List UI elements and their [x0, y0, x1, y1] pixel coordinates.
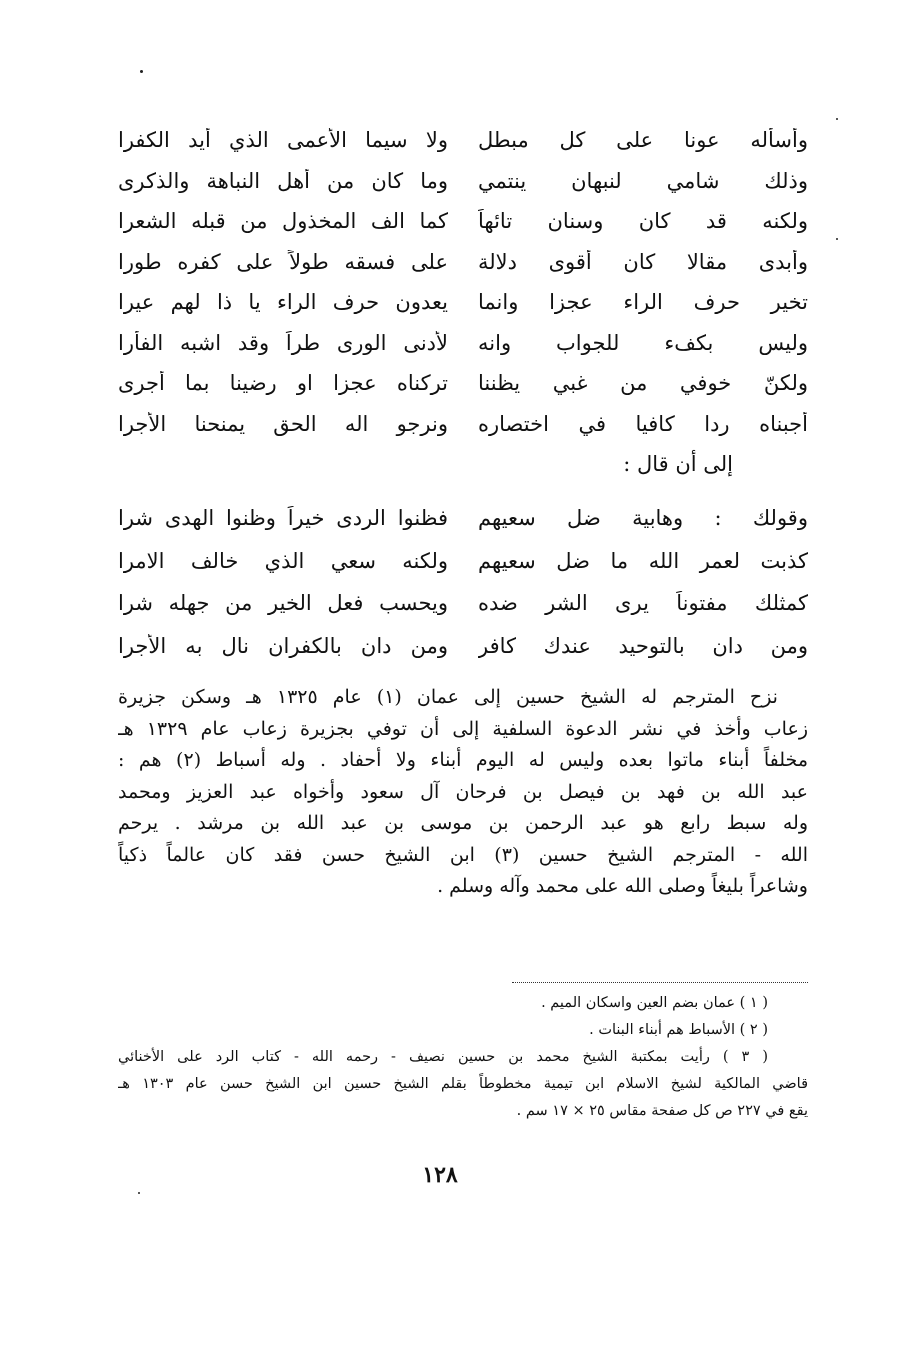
paragraph-line: وله سبط رابع هو عبد الرحمن بن موسى بن عبد الله بن مرشد . يرحم — [118, 812, 808, 834]
footnote-separator — [512, 982, 808, 983]
right-hemistich: وليس بكفء للجواب وانه — [478, 330, 808, 355]
right-hemistich: وقولك : وهابية ضل سعيهم — [478, 506, 808, 531]
poem-verse — [118, 582, 808, 625]
paragraph-line: زعاب وأخذ في نشر الدعوة السلفية إلى أن توفي بجزيرة زعاب عام ١٣٢٩ هـ — [118, 717, 808, 740]
left-hemistich: ومن دان بالكفران نال به الأجرا — [118, 633, 448, 658]
footnote-2: ( ٢ ) الأسباط هم أبناء البنات . — [589, 1022, 768, 1038]
right-hemistich: وذلك شامي لنبهان ينتمي — [478, 168, 808, 193]
left-hemistich: ولا سيما الأعمى الذي أيد الكفرا — [118, 128, 448, 153]
right-hemistich: أجبناه ردا كافيا في اختصاره — [478, 411, 808, 436]
footnote-3-continued: قاضي المالكية لشيخ الاسلام ابن تيمية مخطوطاً بقلم الشيخ حسين ابن الشيخ حسن عام ١٣٠٣ هـ — [118, 1076, 808, 1092]
scan-speck — [836, 238, 838, 240]
poem-verse — [118, 201, 808, 242]
poem-block-2 — [118, 497, 808, 667]
footnote-3: ( ٣ ) رأيت بمكتبة الشيخ محمد بن حسين نصيف - رحمه الله - كتاب الرد على الأخنائي — [118, 1049, 768, 1065]
left-hemistich: تركناه عجزا او رضينا بما أجرى — [118, 371, 448, 396]
left-hemistich: وما كان من أهل النباهة والذكرى — [118, 168, 448, 193]
scan-speck — [138, 1192, 140, 1194]
right-hemistich: وأبدى مقالا كان أقوى دلالة — [478, 249, 808, 274]
paragraph-line: مخلفاً أبناء ماتوا بعده وليس له اليوم أبناء ولا أحفاد . وله أسباط (٢) هم : — [118, 749, 808, 771]
poem-block-1 — [118, 120, 808, 444]
poem-verse — [118, 497, 808, 540]
right-hemistich: ولكنه قد كان وسنان تائهاً — [478, 209, 808, 234]
right-hemistich: كذبت لعمر الله ما ضل سعيهم — [478, 548, 808, 573]
paragraph-line: عبد الله بن فهد بن فيصل بن فرحان آل سعود وأخواه عبد العزيز ومحمد — [118, 780, 808, 803]
left-hemistich: يعدون حرف الراء يا ذا لهم عيرا — [118, 290, 448, 315]
paragraph-line: الله - المترجم الشيخ حسين (٣) ابن الشيخ حسن فقد كان عالماً ذكياً — [118, 843, 808, 866]
footnote-1: ( ١ ) عمان بضم العين واسكان الميم . — [541, 995, 768, 1011]
right-hemistich: وأسأله عونا على كل مبطل — [478, 128, 808, 153]
left-hemistich: ويحسب فعل الخير من جهله شرا — [118, 591, 448, 616]
right-hemistich: ولكنّ خوفي من غبي يظننا — [478, 371, 808, 396]
right-hemistich: تخير حرف الراء عجزا وانما — [478, 290, 808, 315]
left-hemistich: ولكنه سعي الذي خالف الامرا — [118, 548, 448, 573]
right-hemistich: ومن دان بالتوحيد عندك كافر — [478, 633, 808, 658]
footnote-3-continued: يقع في ٢٢٧ ص كل صفحة مقاس ٢٥ × ١٧ سم . — [516, 1103, 808, 1119]
paragraph-line: نزح المترجم له الشيخ حسين إلى عمان (١) عام ١٣٢٥ هـ وسكن جزيرة — [118, 686, 778, 708]
left-hemistich: فظنوا الردى خيراً وظنوا الهدى شرا — [118, 506, 448, 531]
biography-paragraph — [118, 682, 808, 903]
poem-verse — [118, 625, 808, 668]
poem-verse — [118, 540, 808, 583]
scan-speck — [140, 70, 143, 73]
poem-verse — [118, 363, 808, 404]
page-number: ١٢٨ — [422, 1162, 458, 1188]
right-hemistich: كمثلك مفتوناً يرى الشر ضده — [478, 591, 808, 616]
poem-verse — [118, 242, 808, 283]
poem-verse — [118, 161, 808, 202]
footnotes — [118, 990, 808, 1125]
left-hemistich: لأدنى الورى طراً وقد اشبه الفأرا — [118, 330, 448, 355]
poem-verse — [118, 120, 808, 161]
scan-speck — [836, 118, 838, 120]
paragraph-line: وشاعراً بليغاً وصلى الله على محمد وآله وسلم . — [437, 875, 808, 897]
left-hemistich: كما الف المخذول من قبله الشعرا — [118, 209, 448, 234]
poem-verse — [118, 404, 808, 445]
poem-verse — [118, 282, 808, 323]
intro-line: إلى أن قال : — [623, 452, 733, 476]
left-hemistich: على فسقه طولاً على كفره طورا — [118, 249, 448, 274]
poem-verse — [118, 323, 808, 364]
left-hemistich: ونرجو اله الحق يمنحنا الأجرا — [118, 411, 448, 436]
